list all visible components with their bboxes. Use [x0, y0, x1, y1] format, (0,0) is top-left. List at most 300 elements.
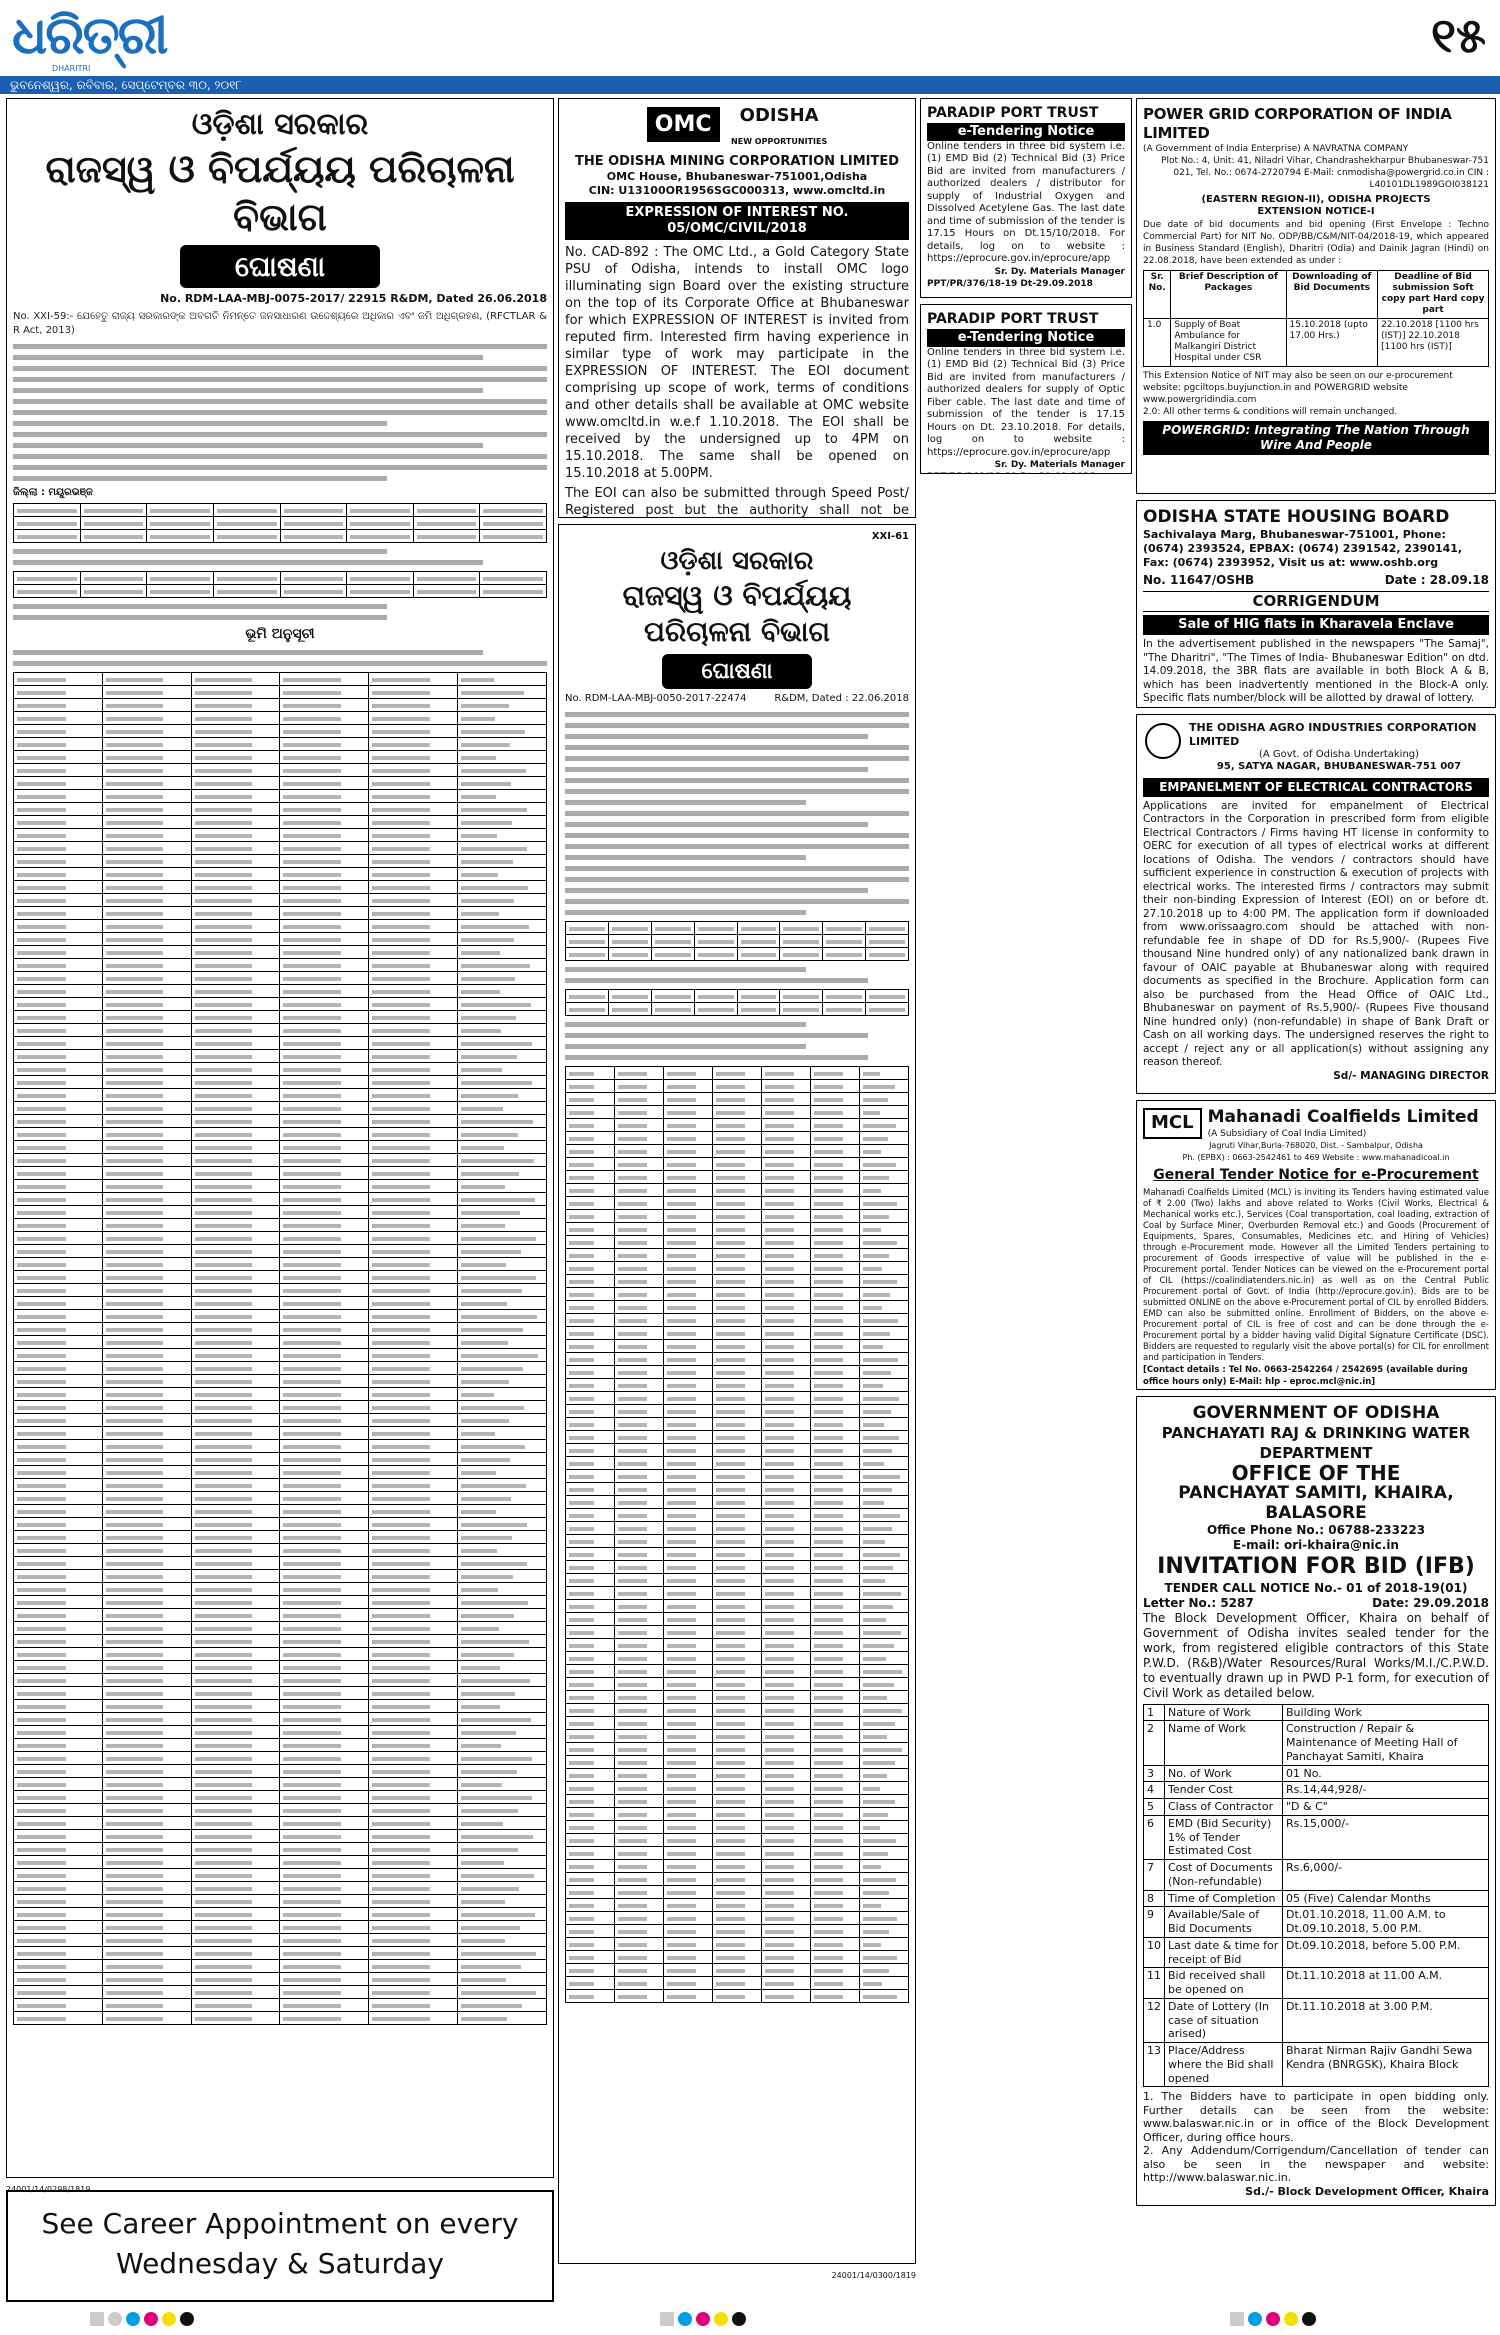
khaira-table-cell: Dt.11.10.2018 at 3.00 P.M. [1283, 1998, 1489, 2042]
schedule-row [14, 1946, 547, 1959]
pg-th-download: Downloading of Bid Documents [1286, 270, 1378, 318]
schedule-row [566, 1573, 909, 1586]
schedule-row [566, 1339, 909, 1352]
schedule-row [566, 1716, 909, 1729]
land-schedule-table-2 [565, 1066, 909, 2003]
khaira-table-cell: Bid received shall be opened on [1165, 1968, 1283, 1999]
schedule-row [14, 1010, 547, 1023]
rdm-notice-ad-2 [558, 524, 916, 2264]
schedule-row [566, 1820, 909, 1833]
schedule-row [14, 1036, 547, 1049]
schedule-row [14, 1439, 547, 1452]
schedule-row [14, 1725, 547, 1738]
schedule-row [14, 1868, 547, 1881]
schedule-row [566, 1482, 909, 1495]
schedule-row [14, 1777, 547, 1790]
schedule-row [566, 1625, 909, 1638]
dateline: ଭୁବନେଶ୍ୱର, ରବିବାର, ସେପ୍ଟେମ୍ବର ୩୦, ୨୦୧୮ [0, 76, 1500, 94]
schedule-row [566, 1092, 909, 1105]
ppt-sub-1: e-Tendering Notice [927, 123, 1125, 141]
khaira-table-cell: 8 [1144, 1890, 1165, 1907]
notice-ref: No. RDM-LAA-MBJ-0075-2017/ 22915 R&DM, Dated 26.06.2018 [160, 292, 547, 305]
ppt-body-1: Online tenders in three bid system i.e. (1) EMD Bid (2) Technical Bid (3) Price Bid are invited from manufacturers / authorized dealers / distributor for supply of Industrial Oxygen and Dissolved Acetylene Gas. The last date and time of submission of the tender is 17.15 Hours on Dt.15/10/2018. For details, log on to website : https://eprocure.gov.in/eprocure/app [927, 140, 1125, 265]
magenta-dot [144, 2312, 158, 2326]
schedule-row [14, 1101, 547, 1114]
ppt-tender-1 [920, 98, 1132, 298]
magenta-dot [1266, 2312, 1280, 2326]
khaira-email: E-mail: ori-khaira@nic.in [1233, 1538, 1399, 1552]
oshb-body: In the advertisement published in the newspapers "The Samaj", "The Dharitri", "The Times of India- Bhubaneswar Edition" on dtd. 14.09.2018, the 3BR flats are available in both Block A & B, which has been inadvertently mentioned in the Block-A only. Specific flats number/block will be allotted by drawal of lottery. [1143, 638, 1489, 705]
schedule-row [14, 1478, 547, 1491]
pg-th-desc: Brief Description of Packages [1171, 270, 1286, 318]
schedule-row [14, 1062, 547, 1075]
schedule-row [14, 828, 547, 841]
schedule-row [14, 1972, 547, 1985]
xxi-number: XXI-61 [871, 531, 909, 542]
khaira-date: Date: 29.09.2018 [1372, 1595, 1489, 1610]
powergrid-notice-title: EXTENSION NOTICE-I [1257, 206, 1375, 217]
schedule-row [14, 1322, 547, 1335]
black-dot [1302, 2312, 1316, 2326]
omc-name: THE ODISHA MINING CORPORATION LIMITED [574, 154, 900, 169]
khaira-table-cell: Class of Contractor [1165, 1799, 1283, 1816]
pg-cell-download: 15.10.2018 (upto 17.00 Hrs.) [1286, 318, 1378, 366]
career-promo [6, 2190, 554, 2302]
khaira-table-cell: Building Work [1283, 1704, 1489, 1721]
schedule-row [566, 1612, 909, 1625]
schedule-row [566, 1378, 909, 1391]
cyan-dot [678, 2312, 692, 2326]
ghoshana-banner-2: ଘୋଷଣା [662, 654, 812, 690]
oshb-title: ODISHA STATE HOUSING BOARD [1143, 507, 1450, 527]
paradip-column [920, 98, 1132, 478]
mcl-address: Jagruti Vihar,Burla-768020, Dist. - Sambalpur, Odisha [1209, 1141, 1423, 1151]
right-column [1136, 98, 1496, 2298]
pg-th-sr: Sr. No. [1144, 270, 1171, 318]
schedule-row [14, 932, 547, 945]
khaira-sign: Sd./- Block Development Officer, Khaira [1245, 2184, 1489, 2198]
ppt-tender-2 [920, 304, 1132, 474]
omc-address: OMC House, Bhubaneswar-751001,Odisha [606, 170, 868, 184]
schedule-row [566, 1118, 909, 1131]
schedule-row [566, 1859, 909, 1872]
schedule-row [14, 724, 547, 737]
schedule-row [14, 1985, 547, 1998]
gov-heading-2: ଓଡ଼ିଶା ସରକାର [660, 545, 814, 576]
summary-table-4 [565, 989, 909, 1016]
yellow-dot [714, 2312, 728, 2326]
schedule-row [566, 1755, 909, 1768]
schedule-row [14, 776, 547, 789]
ppt-body-2: Online tenders in three bid system i.e. (1) EMD Bid (2) Technical Bid (3) Price Bid are invited from manufacturers / authorized dealers for supply of Optic Fiber cable. The last date and time of submission of the tender is 17.15 Hours on Dt. 23.10.2018. For details, log on to website : https://eprocure.gov.in/eprocure/app [927, 346, 1125, 458]
schedule-row [566, 1794, 909, 1807]
powergrid-body: Due date of bid documents and bid opening (First Envelope : Techno Commercial Part) for NIT No. ODP/BB/C&M/NIT-04/2018-19, which appeared in Business Standard (English), Dharitri (Odia) and Dainik Jagran (Hindi) on 22.08.2018, have been extended as under : [1143, 219, 1489, 266]
omc-eoi-ad [558, 98, 916, 518]
schedule-row [14, 1283, 547, 1296]
powergrid-footnote-2: 2.0: All other terms & conditions will remain unchanged. [1143, 406, 1398, 417]
schedule-row [566, 1638, 909, 1651]
schedule-row [566, 1586, 909, 1599]
schedule-row [14, 815, 547, 828]
khaira-ifb-ad [1136, 1396, 1496, 2206]
logo-text: ଧରିତ୍ରୀ [12, 6, 167, 66]
schedule-row [566, 1729, 909, 1742]
schedule-row [566, 1144, 909, 1157]
schedule-row [14, 1426, 547, 1439]
schedule-row [566, 1534, 909, 1547]
powergrid-ad [1136, 98, 1496, 494]
schedule-row [14, 1751, 547, 1764]
schedule-row [14, 1244, 547, 1257]
khaira-table-cell: Dt.11.10.2018 at 11.00 A.M. [1283, 1968, 1489, 1999]
dept-heading: ରାଜସ୍ୱ ଓ ବିପର୍ଯ୍ୟୟ ପରିଚାଳନା ବିଭାଗ [45, 147, 515, 239]
ad-code-2: 24001/14/0300/1819 [831, 2271, 916, 2278]
khaira-note-1: 1. The Bidders have to participate in open bidding only. Further details can be seen from the website: www.balaswar.nic.in or in office of the Block Development Officer, during office hours. [1143, 2090, 1489, 2144]
schedule-row [566, 1950, 909, 1963]
oshb-number: No. 11647/OSHB [1143, 573, 1255, 588]
schedule-row [14, 1114, 547, 1127]
ppt-title-1: PARADIP PORT TRUST [927, 105, 1099, 121]
notice-intro: No. XXI-59:- ଯେହେତୁ ରାଜ୍ୟ ସରକାରଙ୍କ ଅବଗତି ନିମନ୍ତେ ଜନସାଧାରଣ ଉଦ୍ଦେଶ୍ୟରେ ଅଧିକାର ଏବଂ ଜମି ଅଧିଗ୍ରହଣ, (RFCTLAR & R Act, 2013) [13, 310, 547, 336]
powergrid-footnote: This Extension Notice of NIT may also be seen on our e-procurement website: pgciltops.buyjunction.in and POWERGRID website www.powergridindia.com [1143, 370, 1453, 405]
schedule-row [566, 1911, 909, 1924]
schedule-row [566, 1781, 909, 1794]
schedule-row [14, 958, 547, 971]
pg-cell-sr: 1.0 [1144, 318, 1171, 366]
khaira-table-cell: Place/Address where the Bid shall opened [1165, 2043, 1283, 2087]
schedule-row [14, 1803, 547, 1816]
schedule-row [14, 1829, 547, 1842]
khaira-ifb: INVITATION FOR BID (IFB) [1157, 1554, 1475, 1579]
schedule-row [566, 1170, 909, 1183]
omc-logo: OMC [647, 107, 720, 143]
omc-body: No. CAD-892 : The OMC Ltd., a Gold Category State PSU of Odisha, intends to install OMC logo illuminating sign Board over the existing structure on the top of its Corporate Office at Bhubaneswar for which EXPRESSION OF INTEREST is invited from reputed firm. Interested firm having experience in similar type of work may participate in the EXPRESSION OF INTEREST. The EOI document comprising up scope of work, terms of conditions and other details shall be available at OMC website www.omcltd.in w.e.f 1.10.2018. The EOI shall be received by the undersigned up to 4PM on 15.10.2018. The same shall be opened on 15.10.2018 at 5.00PM. [565, 245, 909, 482]
khaira-table-cell: 9 [1144, 1907, 1165, 1938]
schedule-row [14, 737, 547, 750]
oaic-title: THE ODISHA AGRO INDUSTRIES CORPORATION LIMITED [1189, 721, 1477, 748]
schedule-row [566, 1287, 909, 1300]
khaira-table-cell: 10 [1144, 1937, 1165, 1968]
schedule-row [566, 1508, 909, 1521]
schedule-row [14, 1686, 547, 1699]
schedule-row [566, 1937, 909, 1950]
logo-subtext: DHARITRI [52, 64, 91, 73]
khaira-ps: PANCHAYAT SAMITI, KHAIRA, BALASORE [1178, 1483, 1454, 1523]
schedule-row [14, 1959, 547, 1972]
oshb-address: Sachivalaya Marg, Bhubaneswar-751001, Phone: (0674) 2393524, EPBAX: (0674) 2391542, 2390141, Fax: (0674) 2393952, Visit us at: www.oshb.org [1143, 528, 1463, 570]
khaira-table-cell: Last date & time for receipt of Bid [1165, 1937, 1283, 1968]
schedule-row [14, 1491, 547, 1504]
khaira-table-cell: Rs.14,44,928/- [1283, 1782, 1489, 1799]
masthead [0, 0, 1500, 92]
khaira-table-cell: 01 No. [1283, 1765, 1489, 1782]
notice-date-2: R&DM, Dated : 22.06.2018 [774, 693, 909, 704]
grey-swatch [90, 2312, 104, 2326]
schedule-row [566, 1196, 909, 1209]
schedule-row [566, 1248, 909, 1261]
khaira-note-2: 2. Any Addendum/Corrigendum/Cancellation of tender can also be seen in the newspaper and website: http://www.balaswar.nic.in. [1143, 2144, 1489, 2185]
khaira-letter: Letter No.: 5287 [1143, 1595, 1254, 1610]
schedule-row [566, 1833, 909, 1846]
khaira-table-row [1144, 2043, 1489, 2087]
newspaper-logo [12, 6, 167, 73]
rdm-notice-ad [6, 98, 554, 2178]
schedule-row [566, 1677, 909, 1690]
schedule-row [14, 893, 547, 906]
mcl-contact: [Contact details : Tel No. 0663-2542264 / 2542695 (available during office hours only) E-Mail: hlp - eproc.mcl@nic.in] [1143, 1364, 1468, 1387]
schedule-row [566, 1131, 909, 1144]
schedule-row [14, 1998, 547, 2011]
schedule-row [566, 1417, 909, 1430]
schedule-row [566, 1742, 909, 1755]
schedule-row [14, 1140, 547, 1153]
schedule-row [566, 1404, 909, 1417]
schedule-row [566, 1885, 909, 1898]
khaira-table-cell: Available/Sale of Bid Documents [1165, 1907, 1283, 1938]
black-dot [180, 2312, 194, 2326]
black-dot [732, 2312, 746, 2326]
summary-table [13, 503, 547, 543]
schedule-row [14, 854, 547, 867]
schedule-row [14, 1179, 547, 1192]
schedule-row [14, 1504, 547, 1517]
schedule-row [14, 1296, 547, 1309]
schedule-row [14, 1894, 547, 1907]
omc-cin: CIN: U13100OR1956SGC000313, www.omcltd.in [588, 184, 886, 197]
schedule-row [566, 1807, 909, 1820]
khaira-table-row [1144, 1815, 1489, 1859]
schedule-row [566, 1300, 909, 1313]
schedule-row [14, 1881, 547, 1894]
schedule-row [14, 685, 547, 698]
mcl-headline: General Tender Notice for e-Procurement [1153, 1167, 1479, 1184]
schedule-row [14, 1218, 547, 1231]
khaira-table-cell: No. of Work [1165, 1765, 1283, 1782]
powergrid-address: Plot No.: 4, Unit: 41, Niladri Vihar, Chandrashekharpur Bhubaneswar-751 021, Tel. No.: 0674-2720794 E-Mail: cnmodisha@powergrid.co.in CIN : L40101DL1989GOI038121 [1161, 155, 1489, 190]
schedule-row [14, 1231, 547, 1244]
khaira-table-row [1144, 1998, 1489, 2042]
schedule-row [14, 1400, 547, 1413]
khaira-table-row [1144, 1890, 1489, 1907]
powergrid-sub: (A Government of India Enterprise) A NAVRATNA COMPANY [1143, 143, 1409, 154]
khaira-table-cell: 1 [1144, 1704, 1165, 1721]
oshb-date: Date : 28.09.18 [1384, 573, 1489, 588]
powergrid-region: (EASTERN REGION-II), ODISHA PROJECTS [1201, 193, 1431, 205]
oaic-ad [1136, 714, 1496, 1094]
schedule-row [566, 1976, 909, 1989]
schedule-row [566, 1924, 909, 1937]
khaira-table-cell: "D & C" [1283, 1799, 1489, 1816]
grey-dot [108, 2312, 122, 2326]
schedule-row [566, 1326, 909, 1339]
khaira-table-cell: Date of Lottery (In case of situation arised) [1165, 1998, 1283, 2042]
schedule-row [566, 1079, 909, 1092]
khaira-table-row [1144, 1704, 1489, 1721]
schedule-row [566, 1066, 909, 1079]
khaira-table-cell: 12 [1144, 1998, 1165, 2042]
ppt-sub-2: e-Tendering Notice [927, 329, 1125, 347]
color-registration-center [660, 2312, 746, 2328]
schedule-row [14, 1075, 547, 1088]
khaira-table-cell: Tender Cost [1165, 1782, 1283, 1799]
schedule-row [566, 1521, 909, 1534]
summary-table-2 [13, 571, 547, 598]
schedule-row [14, 1738, 547, 1751]
ppt-sign-1: Sr. Dy. Materials Manager [994, 266, 1125, 277]
cyan-dot [126, 2312, 140, 2326]
khaira-body: The Block Development Officer, Khaira on behalf of Government of Odisha invites sealed tender for the work, from registered eligible contractors of this State P.W.D. (R&B)/Water Resources/Rural Works/M.I./C.P.W.D. to eventually drawn up in PWD P-1 form, for execution of Civil Work as detailed below. [1143, 1610, 1489, 1700]
ppt-code-1: PPT/PR/376/18-19 Dt-29.09.2018 [927, 278, 1093, 289]
schedule-row [14, 1855, 547, 1868]
schedule-row [14, 1842, 547, 1855]
schedule-row [566, 1105, 909, 1118]
schedule-row [14, 2011, 547, 2024]
mcl-title: Mahanadi Coalfields Limited [1207, 1107, 1479, 1127]
schedule-row [566, 1651, 909, 1664]
schedule-row [14, 1530, 547, 1543]
yellow-dot [1284, 2312, 1298, 2326]
schedule-row [14, 1270, 547, 1283]
schedule-row [14, 1153, 547, 1166]
khaira-table-cell: 6 [1144, 1815, 1165, 1859]
schedule-row [566, 1430, 909, 1443]
ppt-title-2: PARADIP PORT TRUST [927, 311, 1099, 327]
schedule-row [14, 672, 547, 685]
schedule-row [14, 841, 547, 854]
schedule-row [14, 945, 547, 958]
schedule-row [14, 698, 547, 711]
oaic-sign: Sd/- MANAGING DIRECTOR [1333, 1069, 1489, 1082]
schedule-row [14, 1166, 547, 1179]
schedule-row [566, 1209, 909, 1222]
color-registration-left [90, 2312, 194, 2328]
schedule-row [14, 1023, 547, 1036]
khaira-dept: PANCHAYATI RAJ & DRINKING WATER DEPARTMENT [1161, 1424, 1471, 1462]
schedule-row [14, 1374, 547, 1387]
schedule-row [14, 789, 547, 802]
khaira-table-cell: Dt.01.10.2018, 11.00 A.M. to Dt.09.10.2018, 5.00 P.M. [1283, 1907, 1489, 1938]
career-line-1: See Career Appointment on every [41, 2207, 519, 2240]
odisha-logo-text: ODISHA [739, 105, 819, 126]
khaira-table-cell: Name of Work [1165, 1721, 1283, 1765]
notice-body-lines [13, 344, 547, 481]
schedule-row [14, 1205, 547, 1218]
powergrid-table [1143, 270, 1489, 367]
khaira-table-cell: Construction / Repair & Maintenance of Meeting Hall of Panchayat Samiti, Khaira [1283, 1721, 1489, 1765]
schedule-row [566, 1391, 909, 1404]
oaic-sub: (A Govt. of Odisha Undertaking) [1258, 748, 1420, 760]
schedule-row [566, 1495, 909, 1508]
khaira-table-cell: 13 [1144, 2043, 1165, 2087]
khaira-table-row [1144, 1721, 1489, 1765]
schedule-row [14, 1673, 547, 1686]
pg-cell-deadline: 22.10.2018 [1100 hrs (IST)] 22.10.2018 [1100 hrs (IST)] [1378, 318, 1489, 366]
schedule-row [14, 1517, 547, 1530]
khaira-table-cell: 05 (Five) Calendar Months [1283, 1890, 1489, 1907]
khaira-table-cell: Time of Completion [1165, 1890, 1283, 1907]
schedule-heading: ଭୂମି ଅନୁସୂଚୀ [245, 626, 315, 643]
magenta-dot [696, 2312, 710, 2326]
schedule-row [14, 1816, 547, 1829]
schedule-row [14, 1556, 547, 1569]
schedule-row [566, 1157, 909, 1170]
schedule-row [566, 1443, 909, 1456]
schedule-row [14, 1699, 547, 1712]
khaira-table-row [1144, 1799, 1489, 1816]
ppt-code-2 [927, 471, 1125, 474]
schedule-row [566, 1547, 909, 1560]
mcl-phone: Ph. (EPBX) : 0663-2542461 to 469 Website : www.mahanadicoal.in [1182, 1153, 1450, 1163]
schedule-row [14, 1634, 547, 1647]
khaira-table-row [1144, 1968, 1489, 1999]
ad-code: 24001/14/0298/1819 [6, 2185, 91, 2194]
schedule-row [566, 1183, 909, 1196]
pg-cell-desc: Supply of Boat Ambulance for Malkangiri District Hospital under CSR [1171, 318, 1286, 366]
center-column [558, 98, 916, 2278]
khaira-table-cell: Rs.15,000/- [1283, 1815, 1489, 1859]
oaic-logo-icon [1145, 723, 1181, 759]
schedule-row [14, 1920, 547, 1933]
schedule-row [566, 1274, 909, 1287]
khaira-table-cell: Cost of Documents (Non-refundable) [1165, 1860, 1283, 1891]
schedule-row [14, 997, 547, 1010]
khaira-table-row [1144, 1765, 1489, 1782]
schedule-row [14, 1335, 547, 1348]
land-schedule-table [13, 672, 547, 2025]
khaira-table-cell: Nature of Work [1165, 1704, 1283, 1721]
omc-logos [565, 105, 909, 150]
khaira-table-cell: EMD (Bid Security) 1% of Tender Estimated Cost [1165, 1815, 1283, 1859]
mcl-ad [1136, 1100, 1496, 1390]
oaic-body: Applications are invited for empanelment of Electrical Contractors in the Corporation in prescribed form from eligible Electrical Contractors / Firms having HT license in conformity to OERC for execution of all types of electrical works at different locations of Odisha. The vendors / contractors should have sufficient experience in construction & execution of projects with electrical works. The interested firms / contractors may submit their non-binding Expression of Interest (EOI) on or before dt. 27.10.2018 up to 4:00 PM. The application form if downloaded from www.orissaagro.com should be attached with non-refundable fee in shape of DD for Rs.5,900/- (Rupees Five thousand Nine hundred only) of any nationalized bank drawn in favour of OAIC payable at Bhubaneswar along with required documents as specified in the Brochure. Application form can also be purchased from the Head Office of OAIC Ltd., Bhubaneswar on payment of Rs.5,900/- (Rupees Five thousand Nine hundred only) (non-refundable) in shape of Bank Draft or Cash on all working days. The undersigned reserves the right to accept / reject any or all application(s) without assigning any reason thereof. [1143, 799, 1489, 1068]
schedule-row [14, 1413, 547, 1426]
schedule-row [14, 906, 547, 919]
schedule-row [14, 1049, 547, 1062]
odisha-logo [731, 105, 827, 150]
notice-ref-2: No. RDM-LAA-MBJ-0050-2017-22474 [565, 693, 747, 704]
schedule-row [566, 1469, 909, 1482]
khaira-table-cell: 4 [1144, 1782, 1165, 1799]
summary-table-3 [565, 921, 909, 961]
mcl-code [1143, 1388, 1489, 1390]
mcl-body: Mahanadi Coalfields Limited (MCL) is inviting its Tenders having estimated value of ₹ 2.00 (Two) lakhs and above related to Works (Civil Works, Electrical & Mechanical works etc.), Services (Coal transportation, coal loading, extraction of Coal by Surface Miner, Overburden Removal etc.) and Goods (Procurement of Equipments, Spares, Consumables, Medicines etc. and Hiring of Vehicles) through e-Procurement mode. However all the Limited Tenders pertaining to procurement of Goods irrespective of value will be published in the e-Procurement portal. Tender Notices can be viewed on the e-Procurement portal of CIL (https://coalindiatenders.nic.in) as well as on the Central Public Procurement portal of Govt. of India (http://eprocure.gov.in). Bids are to be submitted ONLINE on the above e-Procurement portal of CIL by enrolled Bidders. EMD can also be submitted online. Enrollment of Bidders, on the above e-Procurement portal of CIL is free of cost and can be done through the e-Procurement portal by a bidder having valid Digital Signature Certificate (DSC). Bidders are requested to regularly visit the above portal(s) for CIL for enrollment and participation in Tenders. [1143, 1187, 1489, 1363]
schedule-row [14, 1621, 547, 1634]
khaira-table-row [1144, 1937, 1489, 1968]
district-label: ଜିଲ୍ଲା : ମୟୂରଭଞ୍ଜ [13, 486, 93, 498]
schedule-row [14, 1257, 547, 1270]
oshb-ad [1136, 500, 1496, 708]
grey-swatch [660, 2312, 674, 2326]
khaira-table-cell: 5 [1144, 1799, 1165, 1816]
pg-th-deadline: Deadline of Bid submission Soft copy part Hard copy part [1378, 270, 1489, 318]
schedule-row [566, 1313, 909, 1326]
oaic-headline: EMPANELMENT OF ELECTRICAL CONTRACTORS [1143, 778, 1489, 797]
ghoshana-banner: ଘୋଷଣା [180, 245, 380, 288]
schedule-row [14, 1452, 547, 1465]
khaira-table-cell: Dt.09.10.2018, before 5.00 P.M. [1283, 1937, 1489, 1968]
schedule-row [14, 1764, 547, 1777]
khaira-table-row [1144, 1907, 1489, 1938]
career-line-2: Wednesday & Saturday [116, 2247, 444, 2280]
khaira-table-row [1144, 1782, 1489, 1799]
schedule-row [14, 1361, 547, 1374]
schedule-row [566, 1560, 909, 1573]
khaira-table-cell: 7 [1144, 1860, 1165, 1891]
mcl-sub: (A Subsidiary of Coal India Limited) [1207, 1129, 1367, 1140]
schedule-row [14, 1543, 547, 1556]
schedule-row [14, 971, 547, 984]
ppt-sign-2: Sr. Dy. Materials Manager [994, 460, 1125, 471]
